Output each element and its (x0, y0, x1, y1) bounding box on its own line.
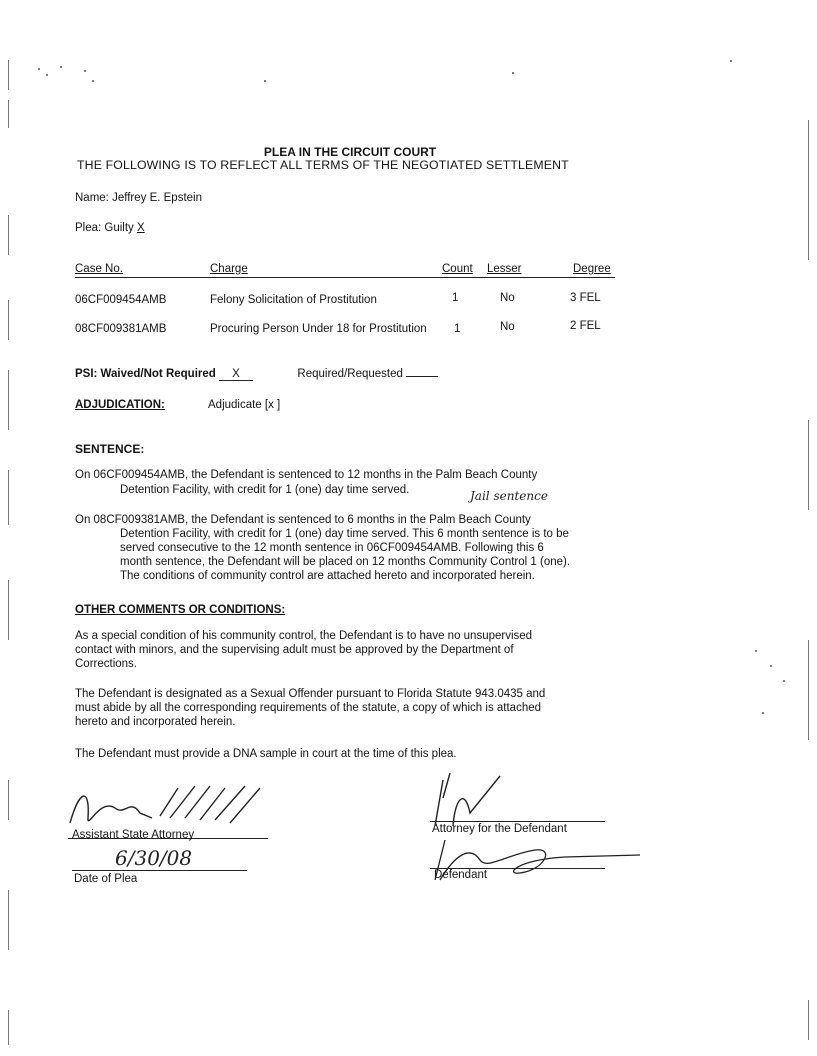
scan-edge-mark (8, 890, 9, 950)
asa-label: Assistant State Attorney (72, 829, 195, 841)
name-label: Name: (75, 192, 109, 204)
plea-label: Plea: Guilty (75, 222, 134, 234)
row-2-count: 1 (454, 323, 461, 335)
sentence-p2-line2: Detention Facility, with credit for 1 (one) day time served. This 6 month sentence is to be (120, 528, 569, 540)
other-p1-line3: Corrections. (75, 658, 137, 670)
header-degree: Degree (573, 263, 611, 275)
sentence-handwritten-note: Jail sentence (470, 489, 548, 503)
row-1-count: 1 (452, 292, 459, 304)
psi-required-blank (406, 376, 438, 377)
scan-edge-mark (808, 120, 809, 260)
row-2-charge: Procuring Person Under 18 for Prostitution (210, 323, 427, 335)
psi-waived-mark: X (219, 368, 253, 381)
scan-edge-mark (808, 420, 809, 510)
plea-row (75, 222, 145, 234)
scan-speck (84, 70, 86, 72)
header-lesser: Lesser (487, 263, 522, 275)
sentence-p2-line3: served consecutive to the 12 month sentence in 06CF009454AMB. Following this 6 (120, 542, 544, 554)
other-p2-line2: must abide by all the corresponding requirements of the statute, a copy of which is attached (75, 702, 542, 714)
header-charge: Charge (210, 263, 248, 275)
header-case-no: Case No. (75, 263, 123, 275)
other-p2-line3: hereto and incorporated herein. (75, 716, 236, 728)
name-value: Jeffrey E. Epstein (112, 192, 202, 204)
scan-edge-mark (808, 1000, 809, 1040)
scan-edge-mark (8, 780, 9, 820)
date-of-plea-label: Date of Plea (74, 873, 138, 885)
other-p1-line1: As a special condition of his community control, the Defendant is to have no unsupervised (75, 630, 533, 642)
row-1-case: 06CF009454AMB (75, 294, 167, 306)
sentence-p1-line1: On 06CF009454AMB, the Defendant is sentenced to 12 months in the Palm Beach County (75, 469, 538, 481)
scan-edge-mark (8, 100, 9, 128)
adjudication-label: ADJUDICATION: (75, 399, 165, 411)
scan-speck (762, 712, 764, 714)
scan-speck (755, 650, 757, 652)
scan-edge-mark (8, 370, 9, 430)
plea-mark: X (137, 222, 145, 234)
scan-edge-mark (8, 60, 9, 90)
date-of-plea-line (72, 870, 247, 871)
other-p2-line1: The Defendant is designated as a Sexual Offender pursuant to Florida Statute 943.0435 and (75, 688, 546, 700)
row-2-lesser: No (500, 321, 515, 333)
row-1-charge: Felony Solicitation of Prostitution (210, 294, 377, 306)
other-comments-heading: OTHER COMMENTS OR CONDITIONS: (75, 604, 286, 616)
name-row (75, 192, 202, 204)
row-1-degree: 3 FEL (570, 292, 601, 304)
scan-speck (512, 72, 514, 74)
psi-required-label: Required/Requested (297, 368, 403, 380)
scan-speck (264, 80, 266, 82)
other-p1-line2: contact with minors, and the supervising adult must be approved by the Department of (75, 644, 514, 656)
adjudication-value: Adjudicate [x ] (208, 399, 281, 411)
document-subtitle: THE FOLLOWING IS TO REFLECT ALL TERMS OF THE NEGOTIATED SETTLEMENT (77, 158, 569, 172)
attorney-label: Attorney for the Defendant (432, 823, 567, 835)
scan-speck (60, 66, 62, 68)
sentence-p2-line1: On 08CF009381AMB, the Defendant is sentenced to 6 months in the Palm Beach County (75, 514, 531, 526)
sentence-p2-line5: The conditions of community control are attached hereto and incorporated herein. (120, 570, 535, 582)
table-header-underline (75, 277, 615, 278)
scan-speck (38, 68, 40, 70)
scan-edge-mark (8, 470, 9, 525)
scan-edge-mark (8, 1010, 9, 1045)
document-title: PLEA IN THE CIRCUIT COURT (263, 145, 437, 159)
scan-speck (46, 74, 48, 76)
row-1-lesser: No (500, 292, 515, 304)
sentence-p2-line4: month sentence, the Defendant will be placed on 12 months Community Control 1 (one). (120, 556, 571, 568)
sentence-heading: SENTENCE: (75, 442, 145, 456)
row-2-degree: 2 FEL (570, 320, 601, 332)
scan-speck (783, 680, 785, 682)
attorney-signature-line (430, 821, 605, 822)
scan-edge-mark (8, 215, 9, 255)
psi-waived-label: PSI: Waived/Not Required (75, 368, 216, 380)
sentence-p1-line2: Detention Facility, with credit for 1 (one) day time served. (120, 484, 410, 496)
scan-speck (770, 665, 772, 667)
psi-row (75, 368, 438, 381)
scan-speck (730, 60, 732, 62)
scan-edge-mark (8, 300, 9, 340)
defendant-label: Defendant (434, 869, 488, 881)
other-p3-line1: The Defendant must provide a DNA sample in court at the time of this plea. (75, 748, 457, 760)
scan-edge-mark (808, 640, 809, 740)
row-2-case: 08CF009381AMB (75, 323, 167, 335)
scan-speck (92, 80, 94, 82)
header-count: Count (442, 263, 473, 275)
scan-edge-mark (8, 580, 9, 640)
date-of-plea-handwritten: 6/30/08 (115, 846, 193, 870)
